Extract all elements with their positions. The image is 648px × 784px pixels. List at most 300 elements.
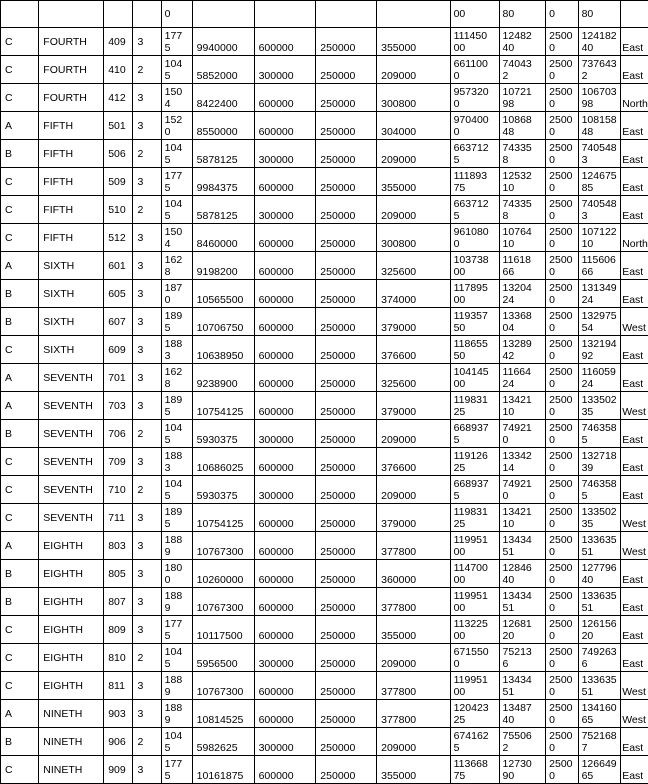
cell-gst: 11618 66 — [499, 252, 546, 280]
cell-base-cost: 10814525 — [192, 700, 254, 728]
cell-grand-total: 133502 35 — [578, 504, 621, 532]
cell-bhk: 2 — [133, 644, 161, 672]
cell-gst: 75213 6 — [499, 644, 546, 672]
cell-club-charges: 250000 — [316, 392, 377, 420]
cell-legal-charges: 2500 0 — [546, 140, 578, 168]
cell-gst: 10868 48 — [499, 112, 546, 140]
cell-floor: EIGHTH — [39, 616, 104, 644]
table-row — [1, 252, 648, 280]
table-row — [1, 700, 648, 728]
cell-block: C — [1, 28, 39, 56]
cell-grand-total: 746358 5 — [578, 420, 621, 448]
cell-other-charges: 360000 — [377, 560, 450, 588]
cell-facing: East — [621, 728, 648, 756]
cell-bhk: 3 — [133, 252, 161, 280]
cell-block: C — [1, 756, 39, 784]
cell-parking: 600000 — [254, 756, 316, 784]
cell-base-cost: 10767300 — [192, 672, 254, 700]
cell-facing: West — [621, 532, 648, 560]
cell-floor: FOURTH — [39, 28, 104, 56]
cell-facing: East — [621, 420, 648, 448]
cell-grand-total: 133502 35 — [578, 392, 621, 420]
cell-area-sqft: 187 0 — [161, 280, 192, 308]
cell-total-cost: 103738 00 — [450, 252, 499, 280]
cell-legal-charges: 2500 0 — [546, 28, 578, 56]
cell-facing: East — [621, 560, 648, 588]
cell-block: B — [1, 140, 39, 168]
cell-club-charges: 250000 — [316, 364, 377, 392]
cell-club-charges: 250000 — [316, 336, 377, 364]
cell-other-charges: 209000 — [377, 728, 450, 756]
cell-floor: SIXTH — [39, 336, 104, 364]
cell-unit-no: 903 — [104, 700, 133, 728]
cell-club-charges: 250000 — [316, 532, 377, 560]
cell-total-cost: 120423 25 — [450, 700, 499, 728]
cell-floor: SEVENTH — [39, 364, 104, 392]
cell-area-sqft: 104 5 — [161, 196, 192, 224]
cell-facing: North — [621, 224, 648, 252]
cell-bhk: 3 — [133, 672, 161, 700]
cell-unit-no: 805 — [104, 560, 133, 588]
cell-block: C — [1, 672, 39, 700]
table-row — [1, 84, 648, 112]
cell-grand-total: 133635 51 — [578, 672, 621, 700]
cell-club-charges: 250000 — [316, 280, 377, 308]
table-row — [1, 728, 648, 756]
cell-grand-total: 132194 92 — [578, 336, 621, 364]
cell-bhk: 3 — [133, 336, 161, 364]
cell-block: B — [1, 308, 39, 336]
cell-unit-no: 510 — [104, 196, 133, 224]
cell-base-cost: 10565500 — [192, 280, 254, 308]
cell-facing: North — [621, 84, 648, 112]
table-row — [1, 644, 648, 672]
cell-club-charges: 250000 — [316, 672, 377, 700]
cell-club-charges: 250000 — [316, 168, 377, 196]
table-row — [1, 56, 648, 84]
cell-parking: 600000 — [254, 448, 316, 476]
table-row — [1, 112, 648, 140]
cell-grand-total: 740548 3 — [578, 140, 621, 168]
cell-total-cost: 119126 25 — [450, 448, 499, 476]
cell-club-charges: 250000 — [316, 588, 377, 616]
cell-bhk: 3 — [133, 532, 161, 560]
cell-floor: FIFTH — [39, 224, 104, 252]
cell-club-charges: 250000 — [316, 84, 377, 112]
cell-parking: 600000 — [254, 28, 316, 56]
cell-bhk — [133, 1, 161, 28]
cell-other-charges: 325600 — [377, 252, 450, 280]
cell-parking: 600000 — [254, 700, 316, 728]
cell-parking: 600000 — [254, 364, 316, 392]
cell-total-cost: 114700 00 — [450, 560, 499, 588]
cell-club-charges: 250000 — [316, 28, 377, 56]
cell-block: C — [1, 644, 39, 672]
cell-other-charges: 209000 — [377, 140, 450, 168]
cell-facing: East — [621, 168, 648, 196]
cell-other-charges: 376600 — [377, 336, 450, 364]
cell-club-charges: 250000 — [316, 616, 377, 644]
table-row — [1, 476, 648, 504]
cell-legal-charges: 2500 0 — [546, 112, 578, 140]
cell-grand-total: 740548 3 — [578, 196, 621, 224]
cell-area-sqft: 104 5 — [161, 140, 192, 168]
cell-area-sqft: 188 9 — [161, 588, 192, 616]
cell-area-sqft: 104 5 — [161, 420, 192, 448]
cell-base-cost: 10260000 — [192, 560, 254, 588]
cell-other-charges: 379000 — [377, 392, 450, 420]
cell-block: B — [1, 588, 39, 616]
cell-floor: SEVENTH — [39, 476, 104, 504]
cell-other-charges: 355000 — [377, 168, 450, 196]
cell-area-sqft: 177 5 — [161, 756, 192, 784]
cell-legal-charges: 2500 0 — [546, 224, 578, 252]
cell-facing: East — [621, 112, 648, 140]
cell-club-charges: 250000 — [316, 476, 377, 504]
cell-block: C — [1, 224, 39, 252]
cell-floor: SEVENTH — [39, 504, 104, 532]
cell-club-charges: 250000 — [316, 56, 377, 84]
cell-base-cost: 5930375 — [192, 476, 254, 504]
cell-facing: East — [621, 756, 648, 784]
cell-grand-total: 752168 7 — [578, 728, 621, 756]
cell-grand-total: 134160 65 — [578, 700, 621, 728]
cell-gst: 13342 14 — [499, 448, 546, 476]
cell-total-cost: 113668 75 — [450, 756, 499, 784]
cell-area-sqft: 189 5 — [161, 504, 192, 532]
cell-unit-no: 706 — [104, 420, 133, 448]
cell-bhk: 3 — [133, 112, 161, 140]
cell-parking: 600000 — [254, 336, 316, 364]
cell-unit-no: 509 — [104, 168, 133, 196]
cell-bhk: 2 — [133, 196, 161, 224]
cell-unit-no: 803 — [104, 532, 133, 560]
cell-total-cost: 119951 00 — [450, 588, 499, 616]
cell-area-sqft: 177 5 — [161, 616, 192, 644]
cell-club-charges: 250000 — [316, 644, 377, 672]
cell-other-charges: 325600 — [377, 364, 450, 392]
cell-facing: East — [621, 280, 648, 308]
cell-floor — [39, 1, 104, 28]
cell-grand-total: 746358 5 — [578, 476, 621, 504]
cell-bhk: 3 — [133, 308, 161, 336]
cell-base-cost: 5930375 — [192, 420, 254, 448]
cell-unit-no: 810 — [104, 644, 133, 672]
cell-floor: FIFTH — [39, 196, 104, 224]
cell-total-cost: 961080 0 — [450, 224, 499, 252]
cell-other-charges: 377800 — [377, 532, 450, 560]
cell-bhk: 3 — [133, 448, 161, 476]
cell-legal-charges: 2500 0 — [546, 532, 578, 560]
cell-grand-total: 133635 51 — [578, 532, 621, 560]
table-row — [1, 392, 648, 420]
cell-unit-no: 906 — [104, 728, 133, 756]
cell-club-charges: 250000 — [316, 308, 377, 336]
cell-legal-charges: 2500 0 — [546, 560, 578, 588]
cell-block: A — [1, 112, 39, 140]
cell-unit-no: 710 — [104, 476, 133, 504]
cell-facing: West — [621, 700, 648, 728]
cell-club-charges — [316, 1, 377, 28]
cell-parking: 300000 — [254, 56, 316, 84]
cell-base-cost: 5982625 — [192, 728, 254, 756]
cell-bhk: 3 — [133, 504, 161, 532]
cell-club-charges: 250000 — [316, 420, 377, 448]
cell-parking: 600000 — [254, 252, 316, 280]
cell-facing: East — [621, 336, 648, 364]
cell-other-charges: 209000 — [377, 476, 450, 504]
table-row — [1, 140, 648, 168]
cell-floor: EIGHTH — [39, 532, 104, 560]
cell-other-charges: 377800 — [377, 672, 450, 700]
cell-total-cost: 970400 0 — [450, 112, 499, 140]
cell-club-charges: 250000 — [316, 448, 377, 476]
cell-parking: 600000 — [254, 308, 316, 336]
cell-floor: NINETH — [39, 728, 104, 756]
cell-other-charges: 304000 — [377, 112, 450, 140]
cell-floor: FIFTH — [39, 112, 104, 140]
cell-base-cost: 10117500 — [192, 616, 254, 644]
cell-area-sqft: 189 5 — [161, 308, 192, 336]
cell-area-sqft: 177 5 — [161, 28, 192, 56]
cell-gst: 13487 40 — [499, 700, 546, 728]
cell-legal-charges: 2500 0 — [546, 84, 578, 112]
cell-unit-no: 811 — [104, 672, 133, 700]
cell-gst: 12730 90 — [499, 756, 546, 784]
cell-legal-charges: 2500 0 — [546, 700, 578, 728]
cell-club-charges: 250000 — [316, 560, 377, 588]
cell-unit-no: 501 — [104, 112, 133, 140]
cell-block: A — [1, 392, 39, 420]
cell-total-cost: 117895 00 — [450, 280, 499, 308]
cell-legal-charges: 2500 0 — [546, 504, 578, 532]
cell-total-cost: 119951 00 — [450, 672, 499, 700]
cell-other-charges: 209000 — [377, 644, 450, 672]
cell-block: A — [1, 364, 39, 392]
cell-club-charges: 250000 — [316, 140, 377, 168]
cell-floor: FIFTH — [39, 140, 104, 168]
cell-block: C — [1, 616, 39, 644]
table-row — [1, 28, 648, 56]
cell-facing: East — [621, 56, 648, 84]
cell-gst: 74921 0 — [499, 476, 546, 504]
cell-grand-total: 124182 40 — [578, 28, 621, 56]
cell-facing: East — [621, 448, 648, 476]
cell-total-cost: 119831 25 — [450, 504, 499, 532]
cell-base-cost: 5878125 — [192, 140, 254, 168]
cell-club-charges: 250000 — [316, 700, 377, 728]
cell-grand-total: 80 — [578, 1, 621, 28]
cell-grand-total: 115606 66 — [578, 252, 621, 280]
table-row — [1, 560, 648, 588]
cell-facing — [621, 1, 648, 28]
cell-facing: East — [621, 252, 648, 280]
cell-block: C — [1, 56, 39, 84]
cell-parking: 600000 — [254, 224, 316, 252]
cell-unit-no: 605 — [104, 280, 133, 308]
cell-grand-total: 133635 51 — [578, 588, 621, 616]
cell-floor: NINETH — [39, 756, 104, 784]
cell-unit-no: 809 — [104, 616, 133, 644]
cell-bhk: 3 — [133, 392, 161, 420]
cell-total-cost: 668937 5 — [450, 420, 499, 448]
cell-gst: 13289 42 — [499, 336, 546, 364]
cell-total-cost: 119951 00 — [450, 532, 499, 560]
table-row — [1, 504, 648, 532]
cell-parking: 300000 — [254, 196, 316, 224]
cell-block: B — [1, 420, 39, 448]
table-row — [1, 280, 648, 308]
cell-base-cost: 10706750 — [192, 308, 254, 336]
cell-total-cost: 663712 5 — [450, 196, 499, 224]
cell-facing: East — [621, 196, 648, 224]
cell-total-cost: 668937 5 — [450, 476, 499, 504]
cell-unit-no: 512 — [104, 224, 133, 252]
cell-legal-charges: 2500 0 — [546, 280, 578, 308]
cell-parking: 300000 — [254, 644, 316, 672]
cell-base-cost: 10686025 — [192, 448, 254, 476]
cell-base-cost: 8422400 — [192, 84, 254, 112]
cell-bhk: 3 — [133, 700, 161, 728]
cell-club-charges: 250000 — [316, 224, 377, 252]
table-row-continued — [1, 1, 648, 28]
cell-bhk: 2 — [133, 420, 161, 448]
cell-facing: West — [621, 672, 648, 700]
cell-area-sqft: 180 0 — [161, 560, 192, 588]
cell-other-charges: 374000 — [377, 280, 450, 308]
cell-legal-charges: 0 — [546, 1, 578, 28]
cell-unit-no: 703 — [104, 392, 133, 420]
cell-facing: East — [621, 476, 648, 504]
cell-area-sqft: 104 5 — [161, 476, 192, 504]
cell-unit-no: 701 — [104, 364, 133, 392]
cell-grand-total: 126156 20 — [578, 616, 621, 644]
cell-floor: FOURTH — [39, 56, 104, 84]
cell-gst: 13204 24 — [499, 280, 546, 308]
cell-gst: 74921 0 — [499, 420, 546, 448]
cell-grand-total: 108158 48 — [578, 112, 621, 140]
cell-parking: 300000 — [254, 420, 316, 448]
cell-base-cost: 9984375 — [192, 168, 254, 196]
cell-legal-charges: 2500 0 — [546, 392, 578, 420]
cell-other-charges: 379000 — [377, 308, 450, 336]
cell-gst: 12846 40 — [499, 560, 546, 588]
cell-gst: 74335 8 — [499, 196, 546, 224]
cell-unit-no: 410 — [104, 56, 133, 84]
cell-floor: FOURTH — [39, 84, 104, 112]
cell-block: A — [1, 532, 39, 560]
cell-block: C — [1, 336, 39, 364]
cell-floor: EIGHTH — [39, 588, 104, 616]
cell-parking: 600000 — [254, 112, 316, 140]
cell-bhk: 3 — [133, 168, 161, 196]
cell-block: C — [1, 168, 39, 196]
cell-club-charges: 250000 — [316, 196, 377, 224]
cell-grand-total: 124675 85 — [578, 168, 621, 196]
cell-unit-no: 506 — [104, 140, 133, 168]
cell-other-charges: 379000 — [377, 504, 450, 532]
cell-base-cost: 9238900 — [192, 364, 254, 392]
cell-other-charges: 209000 — [377, 420, 450, 448]
cell-gst: 10764 10 — [499, 224, 546, 252]
cell-floor: EIGHTH — [39, 644, 104, 672]
cell-total-cost: 111450 00 — [450, 28, 499, 56]
cell-base-cost: 10767300 — [192, 588, 254, 616]
cell-area-sqft: 150 4 — [161, 84, 192, 112]
cell-unit-no: 409 — [104, 28, 133, 56]
cell-bhk: 3 — [133, 364, 161, 392]
cell-unit-no: 412 — [104, 84, 133, 112]
cell-other-charges: 300800 — [377, 84, 450, 112]
cell-parking: 600000 — [254, 392, 316, 420]
cell-unit-no: 807 — [104, 588, 133, 616]
cell-floor: SIXTH — [39, 280, 104, 308]
cell-block: C — [1, 448, 39, 476]
cell-parking: 600000 — [254, 672, 316, 700]
cell-base-cost: 5878125 — [192, 196, 254, 224]
cell-area-sqft: 188 3 — [161, 336, 192, 364]
cell-legal-charges: 2500 0 — [546, 364, 578, 392]
cell-grand-total: 131349 24 — [578, 280, 621, 308]
cell-area-sqft: 150 4 — [161, 224, 192, 252]
cell-total-cost: 119357 50 — [450, 308, 499, 336]
cell-gst: 74043 2 — [499, 56, 546, 84]
cell-bhk: 3 — [133, 616, 161, 644]
cell-unit-no — [104, 1, 133, 28]
table-row — [1, 364, 648, 392]
cell-legal-charges: 2500 0 — [546, 476, 578, 504]
cell-area-sqft: 188 3 — [161, 448, 192, 476]
cell-floor: SIXTH — [39, 308, 104, 336]
cell-total-cost: 111893 75 — [450, 168, 499, 196]
cell-legal-charges: 2500 0 — [546, 448, 578, 476]
cell-legal-charges: 2500 0 — [546, 196, 578, 224]
table-row — [1, 168, 648, 196]
cell-floor: SIXTH — [39, 252, 104, 280]
cell-floor: SEVENTH — [39, 448, 104, 476]
cell-total-cost: 957320 0 — [450, 84, 499, 112]
cell-base-cost — [192, 1, 254, 28]
cell-parking: 300000 — [254, 476, 316, 504]
cell-grand-total: 126649 65 — [578, 756, 621, 784]
cell-base-cost: 10161875 — [192, 756, 254, 784]
cell-floor: SEVENTH — [39, 420, 104, 448]
cell-base-cost: 10767300 — [192, 532, 254, 560]
cell-block — [1, 1, 39, 28]
cell-block: C — [1, 476, 39, 504]
cell-total-cost: 119831 25 — [450, 392, 499, 420]
cell-club-charges: 250000 — [316, 504, 377, 532]
cell-legal-charges: 2500 0 — [546, 168, 578, 196]
cell-floor: EIGHTH — [39, 560, 104, 588]
cell-area-sqft: 104 5 — [161, 728, 192, 756]
cell-block: B — [1, 560, 39, 588]
cell-parking: 300000 — [254, 728, 316, 756]
cell-base-cost: 10754125 — [192, 504, 254, 532]
cell-legal-charges: 2500 0 — [546, 336, 578, 364]
cell-bhk: 2 — [133, 476, 161, 504]
cell-grand-total: 107122 10 — [578, 224, 621, 252]
cell-bhk: 3 — [133, 588, 161, 616]
cell-unit-no: 609 — [104, 336, 133, 364]
cell-club-charges: 250000 — [316, 112, 377, 140]
cell-parking: 600000 — [254, 280, 316, 308]
cell-unit-no: 711 — [104, 504, 133, 532]
cell-grand-total: 127796 40 — [578, 560, 621, 588]
cell-area-sqft: 188 9 — [161, 532, 192, 560]
cell-gst: 13434 51 — [499, 588, 546, 616]
cell-grand-total: 106703 98 — [578, 84, 621, 112]
